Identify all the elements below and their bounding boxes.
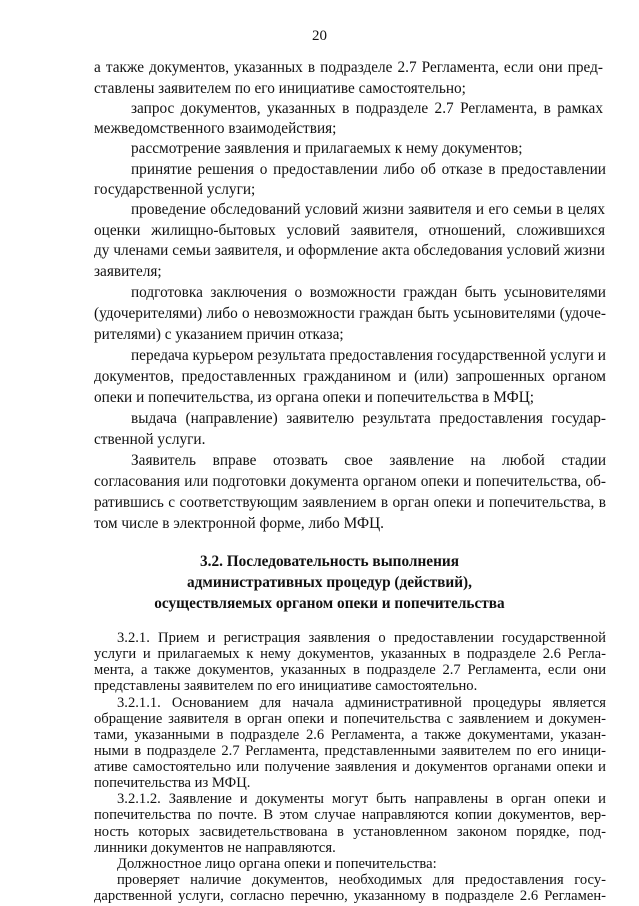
text-line: подготовка заключения о возможности граждан быть усыновителями <box>131 284 606 301</box>
section-heading-line: административных процедур (действий), <box>187 574 472 591</box>
text-line: ственной услуги. <box>94 431 206 448</box>
text-line: согласования или подготовки документа органом опеки и попечительства, об- <box>94 473 606 490</box>
text-line: принятие решения о предоставлении либо об отказе в предоставлении <box>131 161 606 178</box>
text-line: Должностное лицо органа опеки и попечительства: <box>117 855 437 872</box>
text-line: представлены заявителем по его инициативе самостоятельно. <box>94 678 478 695</box>
text-line: попечительства из МФЦ. <box>94 775 251 792</box>
text-line: выдача (направление) заявителю результата предоставления государ- <box>131 410 606 427</box>
text-line: документов, предоставленных гражданином и (или) запрошенных органом <box>94 368 606 385</box>
text-line: том числе в электронной форме, либо МФЦ. <box>94 515 384 532</box>
text-line: линники документов не направляются. <box>94 839 336 856</box>
text-line: 3.2.1. Прием и регистрация заявления о предоставлении государственной <box>117 630 606 646</box>
text-line: услуги и прилагаемых к нему документов, указанных в подразделе 2.6 Регла- <box>94 646 606 663</box>
text-line: государственной услуги; <box>94 181 256 198</box>
text-line: проведение обследований условий жизни заявителя и его семьи в целях <box>131 201 605 218</box>
text-line: проверяет наличие документов, необходимых для предоставления госу- <box>117 871 606 888</box>
text-line: рассмотрение заявления и прилагаемых к нему документов; <box>131 140 523 157</box>
text-line: Заявитель вправе отозвать свое заявление на любой стадии <box>131 452 606 469</box>
text-line: передача курьером результата предоставления государственной услуги и <box>131 347 606 364</box>
text-line: запрос документов, указанных в подразделе 2.7 Регламента, в рамках <box>131 100 603 117</box>
text-line: ратившись с соответствующим заявлением в орган опеки и попечительства, в <box>94 494 606 511</box>
text-line: (удочерителями) либо о невозможности граждан быть усыновителями (удоче- <box>94 305 606 322</box>
section-heading-line: 3.2. Последовательность выполнения <box>199 553 459 570</box>
text-line: тами, указанными в подразделе 2.6 Регламента, а также документами, указан- <box>94 726 606 743</box>
text-line: 3.2.1.2. Заявление и документы могут быть направлены в орган опеки и <box>117 791 606 808</box>
text-line: ность которых засвидетельствована в установленном законом порядке, под- <box>94 823 606 840</box>
text-line: а также документов, указанных в подразделе 2.7 Регламента, если они пред- <box>94 59 603 76</box>
text-line: заявителя; <box>94 263 162 280</box>
text-line: ативе самостоятельно или получение заявления и документов органами опеки и <box>94 759 606 775</box>
page-number: 20 <box>312 28 327 44</box>
text-line: ставлены заявителем по его инициативе самостоятельно; <box>94 80 466 97</box>
text-line: ду членами семьи заявителя, и оформление акта обследования условий жизни <box>94 242 605 259</box>
text-line: дарственной услуги, согласно перечню, указанному в подразделе 2.6 Регламен- <box>94 888 606 904</box>
text-line: ными в подразделе 2.7 Регламента, представленными заявителем по его иници- <box>94 742 606 759</box>
text-line: оценки жилищно-бытовых условий заявителя, отношений, сложившихся <box>94 222 605 239</box>
text-line: рителями) с указанием причин отказа; <box>94 326 344 343</box>
text-line: попечительства по почте. В этом случае направляются копии документов, вер- <box>94 807 606 824</box>
text-line: опеки и попечительства, из органа опеки и попечительства в МФЦ; <box>94 389 535 406</box>
text-line: мента, а также документов, указанных в подразделе 2.7 Регламента, если они <box>94 662 606 679</box>
text-line: 3.2.1.1. Основанием для начала административной процедуры является <box>117 694 606 711</box>
text-line: обращение заявителя в орган опеки и попечительства с заявлением и докумен- <box>94 710 606 727</box>
text-line: межведомственного взаимодействия; <box>94 120 337 137</box>
section-heading-line: осуществляемых органом опеки и попечительства <box>154 595 505 612</box>
